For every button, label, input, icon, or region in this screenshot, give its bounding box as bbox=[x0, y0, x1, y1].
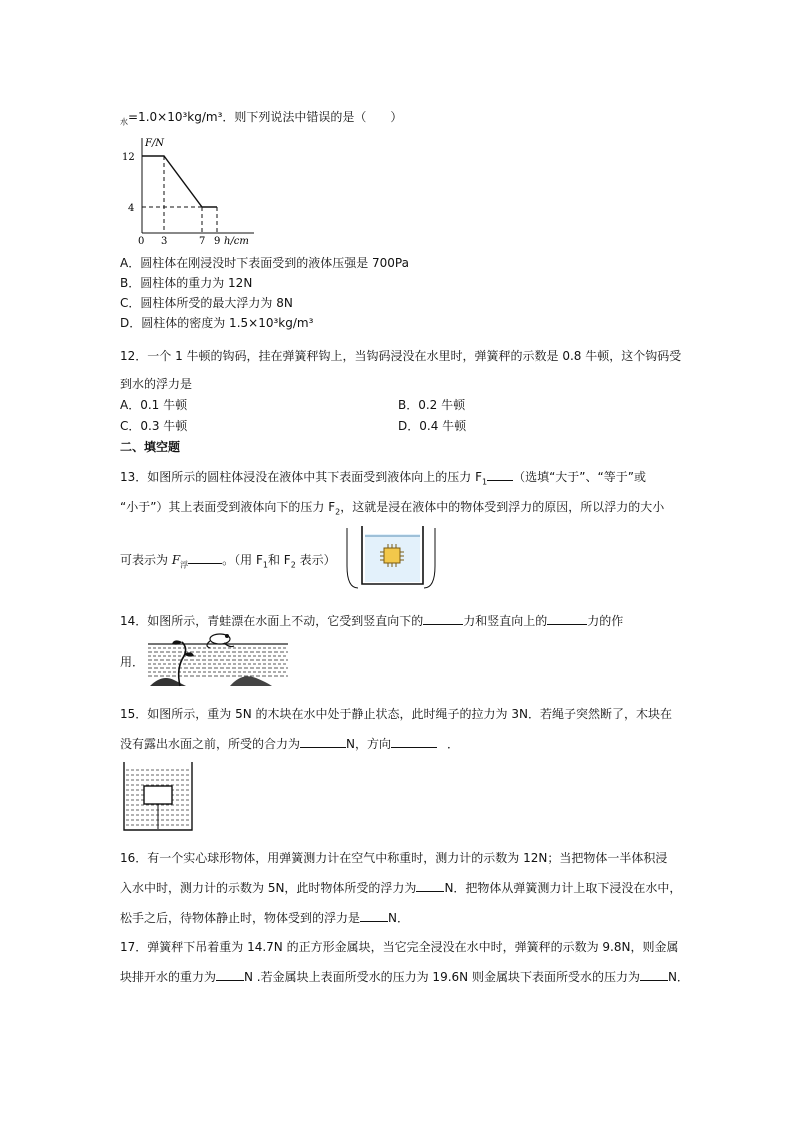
q11-option-b: B．圆柱体的重力为 12N bbox=[120, 276, 253, 290]
q13-sub-1: 1 bbox=[482, 477, 488, 487]
q13-cylinder bbox=[384, 548, 400, 563]
graph-ytick-4: 4 bbox=[128, 203, 135, 214]
q12-stem-line1: 12．一个 1 牛顿的钩码，挂在弹簧秤钩上，当钩码浸没在水里时，弹簧秤的示数是 0.8 牛顿，这个钩码受 bbox=[120, 349, 682, 363]
q13-line3-d: 表示） bbox=[295, 553, 336, 567]
q14-line1-b: 力和竖直向上的 bbox=[463, 614, 548, 628]
graph-x-label: h/cm bbox=[224, 236, 249, 247]
q12-option-c: C．0.3 牛顿 bbox=[120, 419, 188, 433]
q17-blank-2[interactable] bbox=[640, 969, 668, 981]
q13-sub-2: 2 bbox=[335, 507, 341, 517]
q13-beaker-figure bbox=[344, 522, 438, 594]
q13-line2-a: “小于”）其上表面受到液体向下的压力 F bbox=[120, 500, 336, 514]
q15-blank-2[interactable] bbox=[391, 736, 437, 748]
q14-line1-c: 力的作 bbox=[587, 614, 624, 628]
q15-line2 bbox=[120, 736, 459, 752]
q14-rock-left bbox=[150, 678, 186, 686]
q13-line2-b: ，这就是浸在液体中的物体受到浮力的原因，所以浮力的大小 bbox=[340, 500, 665, 514]
q15-block-figure bbox=[122, 760, 194, 832]
q15-wood-block bbox=[144, 786, 172, 804]
q16-line2-b: N．把物体从弹簧测力计上取下浸没在水中， bbox=[444, 881, 682, 895]
q14-blank-1[interactable] bbox=[423, 613, 463, 625]
q12-option-a: A．0.1 牛顿 bbox=[120, 398, 188, 412]
q13-bracket-right bbox=[424, 528, 435, 588]
q13-f-subscript: 浮 bbox=[180, 560, 189, 570]
q13-blank-1[interactable] bbox=[487, 469, 513, 481]
q17-line2-b: N .若金属块上表面所受水的压力为 19.6N 则金属块下表面所受水的压力为 bbox=[244, 970, 640, 984]
q13-line2 bbox=[120, 499, 664, 520]
q13-line3-b: 。（用 F bbox=[222, 553, 263, 567]
q13-line1-b: （选填“大于”、“等于”或 bbox=[513, 470, 646, 484]
q17-line2-c: N． bbox=[667, 970, 689, 984]
q14-line2: 用． bbox=[120, 655, 145, 669]
q13-line3-a: 可表示为 bbox=[120, 553, 172, 567]
q11-option-a: A．圆柱体在刚浸没时下表面受到的液体压强是 700Pa bbox=[120, 256, 409, 270]
q13-line1 bbox=[120, 469, 646, 490]
q17-line1: 17．弹簧秤下吊着重为 14.7N 的正方形金属块，当它完全浸没在水中时，弹簧秤的示数为 9.8N，则金属 bbox=[120, 940, 679, 954]
q13-f-symbol: F bbox=[171, 553, 181, 567]
q16-line3-b: N． bbox=[388, 911, 409, 925]
graph-ytick-12: 12 bbox=[122, 152, 135, 163]
graph-xtick-9: 9 bbox=[214, 236, 221, 247]
q16-line2-a: 入水中时，测力计的示数为 5N，此时物体所受的浮力为 bbox=[120, 881, 417, 895]
graph-xtick-7: 7 bbox=[199, 236, 206, 247]
q13-line3-c: 和 F bbox=[267, 553, 291, 567]
q11-force-depth-graph bbox=[118, 132, 258, 250]
q14-line1 bbox=[120, 613, 623, 629]
q15-line1: 15．如图所示，重为 5N 的木块在水中处于静止状态，此时绳子的拉力为 3N．若绳子突然断了，木块在 bbox=[120, 707, 672, 721]
q13-bracket-left bbox=[347, 528, 358, 588]
q16-line3-a: 松手之后，待物体静止时，物体受到的浮力是 bbox=[120, 911, 361, 925]
q15-line2-a: 没有露出水面之前，所受的合力为 bbox=[120, 737, 301, 751]
graph-y-label: F/N bbox=[145, 138, 165, 149]
q13-blank-2[interactable] bbox=[188, 552, 222, 564]
q14-line1-a: 14．如图所示，青蛙漂在水面上不动，它受到竖直向下的 bbox=[120, 614, 424, 628]
q16-line2 bbox=[120, 880, 681, 896]
section-title: 二、填空题 bbox=[120, 440, 181, 454]
q14-frog-figure bbox=[146, 630, 290, 688]
q12-stem-line2: 到水的浮力是 bbox=[120, 377, 193, 391]
q13-line1-a: 13．如图所示的圆柱体浸没在液体中其下表面受到液体向上的压力 F bbox=[120, 470, 482, 484]
q14-water-hatching bbox=[148, 644, 288, 676]
q15-line2-b: N，方向 bbox=[346, 737, 391, 751]
q13-sub-3: 1 bbox=[262, 560, 268, 570]
q16-blank-2[interactable] bbox=[360, 910, 388, 922]
graph-xtick-3: 3 bbox=[161, 236, 168, 247]
graph-xtick-0: 0 bbox=[138, 236, 145, 247]
q17-line2 bbox=[120, 969, 689, 985]
q13-line3 bbox=[120, 552, 336, 573]
q12-option-d: D．0.4 牛顿 bbox=[398, 419, 467, 433]
q11-option-d: D．圆柱体的密度为 1.5×10³kg/m³ bbox=[120, 316, 314, 330]
q13-sub-4: 2 bbox=[290, 560, 296, 570]
q12-option-b: B．0.2 牛顿 bbox=[398, 398, 466, 412]
q14-rock-right bbox=[230, 676, 272, 686]
q15-line2-c: ． bbox=[447, 737, 460, 751]
graph-curve bbox=[142, 156, 217, 207]
q16-blank-1[interactable] bbox=[416, 880, 444, 892]
q14-blank-2[interactable] bbox=[547, 613, 587, 625]
q11-intro-subscript: 水 bbox=[120, 117, 128, 127]
q17-blank-1[interactable] bbox=[216, 969, 244, 981]
q17-line2-a: 块排开水的重力为 bbox=[120, 970, 217, 984]
q15-blank-1[interactable] bbox=[300, 736, 346, 748]
q11-intro bbox=[120, 109, 402, 130]
q11-intro-text: =1.0×10³kg/m³．则下列说法中错误的是（ ） bbox=[128, 110, 403, 124]
q11-option-c: C．圆柱体所受的最大浮力为 8N bbox=[120, 296, 293, 310]
q16-line1: 16．有一个实心球形物体，用弹簧测力计在空气中称重时，测力计的示数为 12N；当把物体一半体积浸 bbox=[120, 851, 668, 865]
q16-line3 bbox=[120, 910, 409, 926]
q14-frog bbox=[207, 634, 234, 648]
